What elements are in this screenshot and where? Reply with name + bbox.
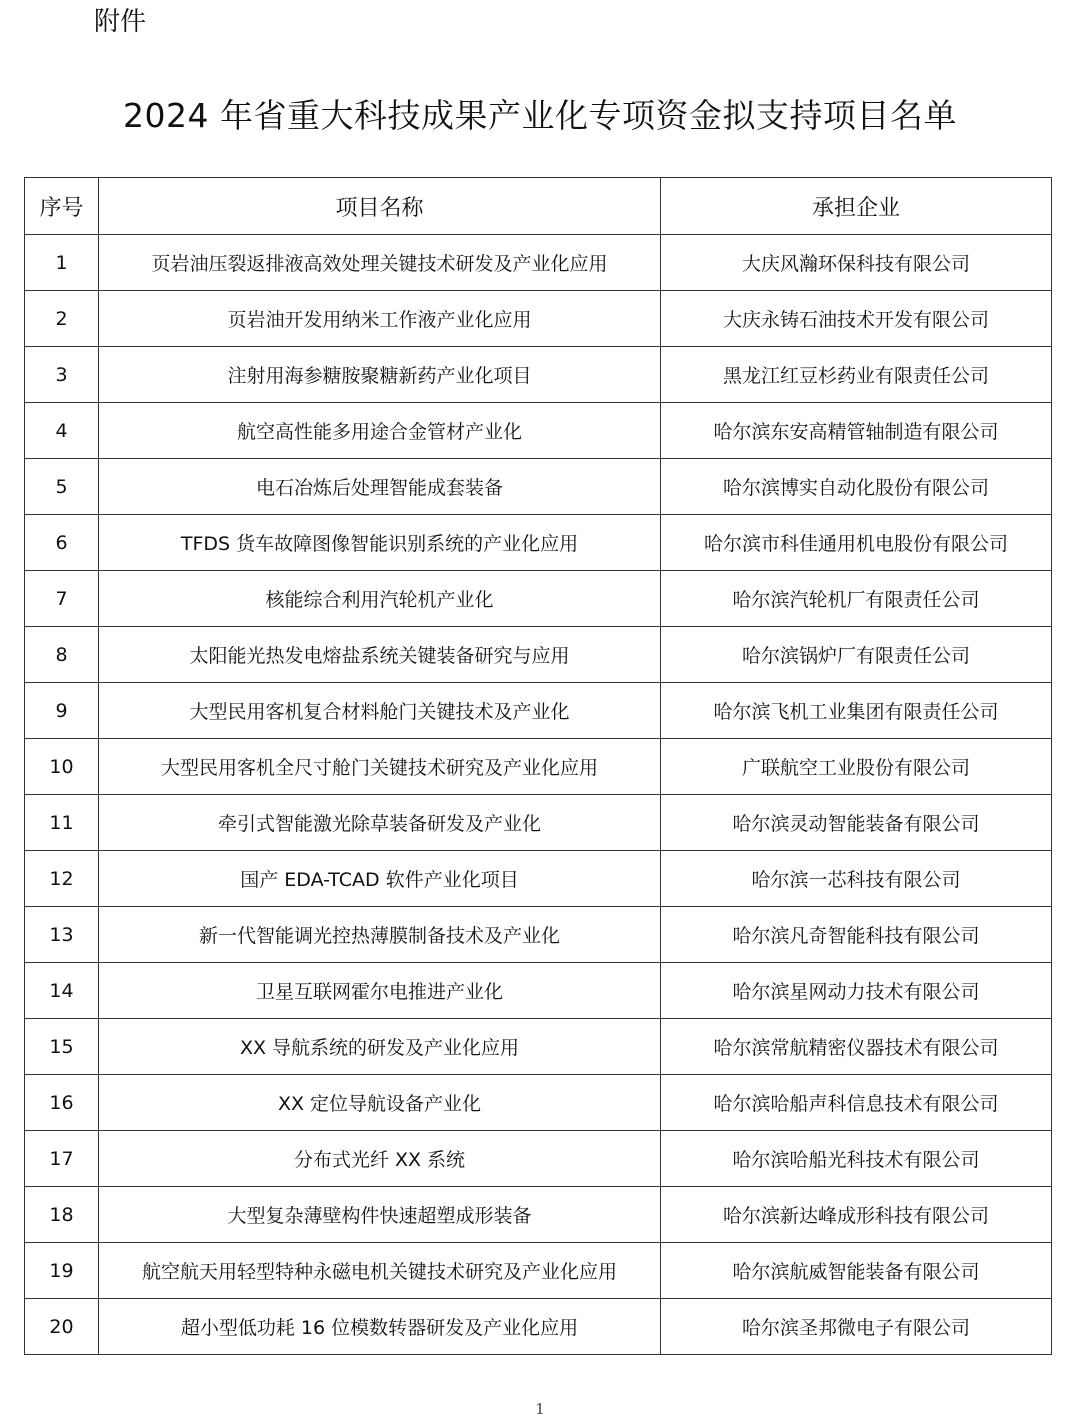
cell-index: 12 (25, 851, 99, 907)
document-title: 2024 年省重大科技成果产业化专项资金拟支持项目名单 (123, 96, 957, 135)
cell-project-name: 注射用海参糖胺聚糖新药产业化项目 (99, 347, 661, 403)
page-number: 1 (535, 1400, 545, 1418)
table-row (25, 235, 1052, 291)
cell-index: 4 (25, 403, 99, 459)
cell-company: 哈尔滨哈船声科信息技术有限公司 (661, 1075, 1052, 1131)
cell-company: 哈尔滨圣邦微电子有限公司 (661, 1299, 1052, 1355)
table-row (25, 1243, 1052, 1299)
cell-index: 8 (25, 627, 99, 683)
table-row (25, 347, 1052, 403)
cell-project-name: 分布式光纤 XX 系统 (99, 1131, 661, 1187)
table-row (25, 571, 1052, 627)
table-row (25, 459, 1052, 515)
cell-company: 哈尔滨星网动力技术有限公司 (661, 963, 1052, 1019)
cell-index: 20 (25, 1299, 99, 1355)
cell-project-name: 卫星互联网霍尔电推进产业化 (99, 963, 661, 1019)
cell-index: 2 (25, 291, 99, 347)
header-company: 承担企业 (661, 178, 1052, 235)
cell-index: 6 (25, 515, 99, 571)
cell-project-name: 页岩油压裂返排液高效处理关键技术研发及产业化应用 (99, 235, 661, 291)
cell-index: 19 (25, 1243, 99, 1299)
cell-company: 哈尔滨汽轮机厂有限责任公司 (661, 571, 1052, 627)
cell-index: 1 (25, 235, 99, 291)
cell-index: 9 (25, 683, 99, 739)
cell-company: 大庆永铸石油技术开发有限公司 (661, 291, 1052, 347)
cell-project-name: 页岩油开发用纳米工作液产业化应用 (99, 291, 661, 347)
table-row (25, 1075, 1052, 1131)
cell-company: 哈尔滨一芯科技有限公司 (661, 851, 1052, 907)
cell-index: 10 (25, 739, 99, 795)
table-row (25, 907, 1052, 963)
cell-index: 7 (25, 571, 99, 627)
cell-project-name: 核能综合利用汽轮机产业化 (99, 571, 661, 627)
header-index: 序号 (25, 178, 99, 235)
cell-company: 哈尔滨东安高精管轴制造有限公司 (661, 403, 1052, 459)
cell-project-name: 国产 EDA-TCAD 软件产业化项目 (99, 851, 661, 907)
cell-project-name: TFDS 货车故障图像智能识别系统的产业化应用 (99, 515, 661, 571)
cell-index: 13 (25, 907, 99, 963)
table-body (25, 235, 1052, 1355)
attachment-label: 附件 (94, 7, 147, 37)
cell-company: 哈尔滨常航精密仪器技术有限公司 (661, 1019, 1052, 1075)
cell-company: 哈尔滨凡奇智能科技有限公司 (661, 907, 1052, 963)
table-row (25, 963, 1052, 1019)
table-row (25, 1299, 1052, 1355)
table-row (25, 1187, 1052, 1243)
table-row (25, 851, 1052, 907)
cell-project-name: XX 导航系统的研发及产业化应用 (99, 1019, 661, 1075)
cell-index: 14 (25, 963, 99, 1019)
header-project-name: 项目名称 (99, 178, 661, 235)
project-table (24, 177, 1052, 1355)
cell-project-name: 电石冶炼后处理智能成套装备 (99, 459, 661, 515)
cell-project-name: 航空航天用轻型特种永磁电机关键技术研究及产业化应用 (99, 1243, 661, 1299)
cell-company: 哈尔滨灵动智能装备有限公司 (661, 795, 1052, 851)
cell-company: 哈尔滨哈船光科技术有限公司 (661, 1131, 1052, 1187)
cell-index: 15 (25, 1019, 99, 1075)
table-row (25, 291, 1052, 347)
cell-company: 哈尔滨航威智能装备有限公司 (661, 1243, 1052, 1299)
cell-company: 哈尔滨锅炉厂有限责任公司 (661, 627, 1052, 683)
cell-project-name: XX 定位导航设备产业化 (99, 1075, 661, 1131)
table-header-row (25, 178, 1052, 235)
table-row (25, 795, 1052, 851)
table-row (25, 683, 1052, 739)
cell-company: 广联航空工业股份有限公司 (661, 739, 1052, 795)
cell-project-name: 大型复杂薄壁构件快速超塑成形装备 (99, 1187, 661, 1243)
cell-company: 大庆风瀚环保科技有限公司 (661, 235, 1052, 291)
cell-company: 哈尔滨飞机工业集团有限责任公司 (661, 683, 1052, 739)
cell-project-name: 航空高性能多用途合金管材产业化 (99, 403, 661, 459)
cell-index: 18 (25, 1187, 99, 1243)
table-row (25, 1019, 1052, 1075)
cell-project-name: 新一代智能调光控热薄膜制备技术及产业化 (99, 907, 661, 963)
cell-company: 哈尔滨博实自动化股份有限公司 (661, 459, 1052, 515)
table-row (25, 515, 1052, 571)
cell-project-name: 超小型低功耗 16 位模数转器研发及产业化应用 (99, 1299, 661, 1355)
table-row (25, 739, 1052, 795)
cell-index: 5 (25, 459, 99, 515)
cell-company: 哈尔滨市科佳通用机电股份有限公司 (661, 515, 1052, 571)
cell-index: 16 (25, 1075, 99, 1131)
cell-project-name: 大型民用客机复合材料舱门关键技术及产业化 (99, 683, 661, 739)
cell-project-name: 太阳能光热发电熔盐系统关键装备研究与应用 (99, 627, 661, 683)
cell-index: 11 (25, 795, 99, 851)
cell-project-name: 大型民用客机全尺寸舱门关键技术研究及产业化应用 (99, 739, 661, 795)
cell-company: 哈尔滨新达峰成形科技有限公司 (661, 1187, 1052, 1243)
cell-index: 3 (25, 347, 99, 403)
table-row (25, 1131, 1052, 1187)
table-row (25, 403, 1052, 459)
cell-index: 17 (25, 1131, 99, 1187)
cell-project-name: 牵引式智能激光除草装备研发及产业化 (99, 795, 661, 851)
cell-company: 黑龙江红豆杉药业有限责任公司 (661, 347, 1052, 403)
table-row (25, 627, 1052, 683)
